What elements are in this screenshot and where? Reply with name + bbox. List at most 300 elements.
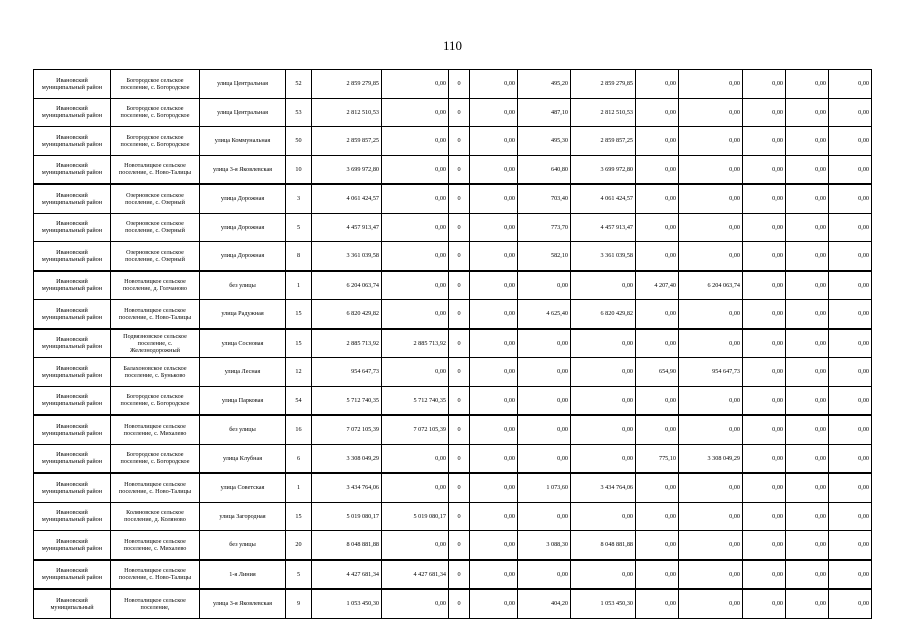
cell-c1: 0,00 xyxy=(382,155,449,184)
cell-house: 20 xyxy=(286,531,312,560)
cell-settlement: Новоталицкое сельское поселение, с. Ново-Талицы xyxy=(111,155,200,184)
cell-c2: 0 xyxy=(449,502,470,531)
cell-c2: 0 xyxy=(449,589,470,618)
table-row xyxy=(34,589,872,618)
cell-c8: 0,00 xyxy=(743,98,786,127)
cell-street: улица Центральная xyxy=(200,70,286,99)
cell-street: улица Лесная xyxy=(200,358,286,387)
cell-house: 53 xyxy=(286,98,312,127)
cell-c3: 0,00 xyxy=(470,444,518,473)
cell-settlement: Новоталицкое сельское поселение, с. Ново-Талицы xyxy=(111,473,200,502)
cell-c9: 0,00 xyxy=(786,300,829,329)
cell-c6: 0,00 xyxy=(636,589,679,618)
cell-house: 54 xyxy=(286,386,312,415)
cell-settlement: Новоталицкое сельское поселение, с. Ново-Талицы xyxy=(111,300,200,329)
cell-c1: 0,00 xyxy=(382,271,449,300)
cell-house: 1 xyxy=(286,473,312,502)
table-row xyxy=(34,300,872,329)
cell-c1: 0,00 xyxy=(382,70,449,99)
cell-c2: 0 xyxy=(449,242,470,271)
cell-c5: 2 859 279,85 xyxy=(571,70,636,99)
cell-c6: 0,00 xyxy=(636,300,679,329)
table-row xyxy=(34,242,872,271)
cell-c9: 0,00 xyxy=(786,155,829,184)
cell-c4: 703,40 xyxy=(518,184,571,213)
cell-c6: 0,00 xyxy=(636,70,679,99)
cell-c10: 0,00 xyxy=(829,329,872,358)
cell-street: улица Дорожная xyxy=(200,184,286,213)
cell-house: 3 xyxy=(286,184,312,213)
cell-c6: 0,00 xyxy=(636,502,679,531)
cell-c4: 0,00 xyxy=(518,560,571,590)
cell-c9: 0,00 xyxy=(786,70,829,99)
cell-c9: 0,00 xyxy=(786,329,829,358)
cell-c8: 0,00 xyxy=(743,70,786,99)
cell-street: улица Дорожная xyxy=(200,242,286,271)
cell-street: улица 3-я Яковлевская xyxy=(200,589,286,618)
cell-total: 4 457 913,47 xyxy=(312,213,382,242)
cell-settlement: Новоталицкое сельское поселение, с. Ново-Талицы xyxy=(111,560,200,590)
cell-street: без улицы xyxy=(200,531,286,560)
cell-total: 3 699 972,80 xyxy=(312,155,382,184)
cell-house: 15 xyxy=(286,502,312,531)
cell-settlement: Балахоновское сельское поселение, с. Буньково xyxy=(111,358,200,387)
table-row xyxy=(34,184,872,213)
table-row xyxy=(34,560,872,590)
cell-total: 6 204 063,74 xyxy=(312,271,382,300)
cell-c4: 487,10 xyxy=(518,98,571,127)
cell-c6: 0,00 xyxy=(636,415,679,444)
cell-c10: 0,00 xyxy=(829,560,872,590)
cell-c9: 0,00 xyxy=(786,589,829,618)
cell-district: Ивановский муниципальный xyxy=(34,589,111,618)
cell-c6: 0,00 xyxy=(636,560,679,590)
cell-district: Ивановский муниципальный район xyxy=(34,531,111,560)
cell-c8: 0,00 xyxy=(743,386,786,415)
cell-c6: 0,00 xyxy=(636,184,679,213)
cell-c10: 0,00 xyxy=(829,502,872,531)
cell-district: Ивановский муниципальный район xyxy=(34,473,111,502)
cell-c9: 0,00 xyxy=(786,415,829,444)
cell-district: Ивановский муниципальный район xyxy=(34,444,111,473)
cell-c7: 0,00 xyxy=(679,386,743,415)
cell-c1: 0,00 xyxy=(382,213,449,242)
cell-house: 16 xyxy=(286,415,312,444)
cell-c2: 0 xyxy=(449,329,470,358)
cell-c5: 0,00 xyxy=(571,329,636,358)
cell-c3: 0,00 xyxy=(470,415,518,444)
cell-total: 2 859 857,25 xyxy=(312,127,382,156)
cell-c5: 3 361 039,58 xyxy=(571,242,636,271)
cell-total: 7 072 105,39 xyxy=(312,415,382,444)
cell-c1: 0,00 xyxy=(382,184,449,213)
cell-c8: 0,00 xyxy=(743,444,786,473)
cell-street: улица Советская xyxy=(200,473,286,502)
cell-c1: 0,00 xyxy=(382,242,449,271)
cell-c1: 0,00 xyxy=(382,358,449,387)
cell-c7: 0,00 xyxy=(679,213,743,242)
cell-c7: 0,00 xyxy=(679,589,743,618)
cell-total: 1 053 450,30 xyxy=(312,589,382,618)
cell-c2: 0 xyxy=(449,184,470,213)
cell-c5: 0,00 xyxy=(571,271,636,300)
cell-c3: 0,00 xyxy=(470,300,518,329)
cell-c8: 0,00 xyxy=(743,531,786,560)
cell-c8: 0,00 xyxy=(743,589,786,618)
cell-c8: 0,00 xyxy=(743,155,786,184)
cell-c2: 0 xyxy=(449,473,470,502)
cell-c7: 0,00 xyxy=(679,98,743,127)
cell-c4: 0,00 xyxy=(518,502,571,531)
cell-house: 5 xyxy=(286,213,312,242)
cell-c7: 0,00 xyxy=(679,242,743,271)
cell-district: Ивановский муниципальный район xyxy=(34,242,111,271)
cell-c5: 0,00 xyxy=(571,358,636,387)
cell-settlement: Озерновское сельское поселение, с. Озерный xyxy=(111,242,200,271)
cell-c7: 0,00 xyxy=(679,502,743,531)
cell-district: Ивановский муниципальный район xyxy=(34,271,111,300)
cell-c3: 0,00 xyxy=(470,70,518,99)
cell-district: Ивановский муниципальный район xyxy=(34,502,111,531)
cell-c7: 0,00 xyxy=(679,300,743,329)
table-row xyxy=(34,213,872,242)
cell-c4: 0,00 xyxy=(518,358,571,387)
cell-street: улица Загородная xyxy=(200,502,286,531)
cell-settlement: Озерновское сельское поселение, с. Озерный xyxy=(111,213,200,242)
cell-c4: 495,20 xyxy=(518,70,571,99)
cell-street: без улицы xyxy=(200,415,286,444)
cell-c3: 0,00 xyxy=(470,271,518,300)
cell-district: Ивановский муниципальный район xyxy=(34,98,111,127)
cell-street: улица Коммунальная xyxy=(200,127,286,156)
cell-total: 4 061 424,57 xyxy=(312,184,382,213)
cell-c5: 6 820 429,82 xyxy=(571,300,636,329)
cell-c5: 0,00 xyxy=(571,444,636,473)
table-row xyxy=(34,444,872,473)
cell-c8: 0,00 xyxy=(743,184,786,213)
cell-district: Ивановский муниципальный район xyxy=(34,155,111,184)
cell-c5: 4 457 913,47 xyxy=(571,213,636,242)
cell-c5: 8 048 881,88 xyxy=(571,531,636,560)
cell-c4: 0,00 xyxy=(518,415,571,444)
cell-c1: 0,00 xyxy=(382,98,449,127)
cell-c8: 0,00 xyxy=(743,300,786,329)
cell-settlement: Богородское сельское поселение, с. Богородское xyxy=(111,127,200,156)
cell-c9: 0,00 xyxy=(786,560,829,590)
cell-total: 3 308 049,29 xyxy=(312,444,382,473)
cell-c7: 6 204 063,74 xyxy=(679,271,743,300)
table-row xyxy=(34,531,872,560)
cell-c3: 0,00 xyxy=(470,329,518,358)
table-row xyxy=(34,98,872,127)
table-row xyxy=(34,329,872,358)
cell-c1: 0,00 xyxy=(382,127,449,156)
cell-c9: 0,00 xyxy=(786,184,829,213)
cell-total: 2 885 713,92 xyxy=(312,329,382,358)
cell-c4: 404,20 xyxy=(518,589,571,618)
cell-c6: 0,00 xyxy=(636,386,679,415)
cell-c9: 0,00 xyxy=(786,473,829,502)
cell-district: Ивановский муниципальный район xyxy=(34,127,111,156)
cell-c7: 954 647,73 xyxy=(679,358,743,387)
cell-c2: 0 xyxy=(449,444,470,473)
cell-c2: 0 xyxy=(449,560,470,590)
cell-c9: 0,00 xyxy=(786,98,829,127)
cell-c10: 0,00 xyxy=(829,242,872,271)
cell-c8: 0,00 xyxy=(743,242,786,271)
cell-c7: 0,00 xyxy=(679,70,743,99)
table-row xyxy=(34,386,872,415)
cell-c7: 0,00 xyxy=(679,560,743,590)
cell-house: 9 xyxy=(286,589,312,618)
cell-c7: 0,00 xyxy=(679,329,743,358)
cell-c5: 0,00 xyxy=(571,386,636,415)
cell-street: улица Центральная xyxy=(200,98,286,127)
cell-c8: 0,00 xyxy=(743,473,786,502)
cell-c10: 0,00 xyxy=(829,213,872,242)
table-row xyxy=(34,70,872,99)
cell-c10: 0,00 xyxy=(829,98,872,127)
cell-c4: 0,00 xyxy=(518,444,571,473)
cell-c2: 0 xyxy=(449,531,470,560)
cell-c4: 0,00 xyxy=(518,271,571,300)
cell-c9: 0,00 xyxy=(786,386,829,415)
cell-settlement: Озерновское сельское поселение, с. Озерный xyxy=(111,184,200,213)
cell-settlement: Богородское сельское поселение, с. Богородское xyxy=(111,70,200,99)
cell-c4: 3 088,30 xyxy=(518,531,571,560)
cell-total: 6 820 429,82 xyxy=(312,300,382,329)
cell-street: улица Дорожная xyxy=(200,213,286,242)
cell-c9: 0,00 xyxy=(786,127,829,156)
cell-c6: 654,90 xyxy=(636,358,679,387)
cell-district: Ивановский муниципальный район xyxy=(34,184,111,213)
table-row xyxy=(34,271,872,300)
cell-c8: 0,00 xyxy=(743,329,786,358)
cell-c7: 0,00 xyxy=(679,415,743,444)
cell-c9: 0,00 xyxy=(786,444,829,473)
cell-c3: 0,00 xyxy=(470,473,518,502)
cell-c6: 0,00 xyxy=(636,329,679,358)
cell-street: без улицы xyxy=(200,271,286,300)
cell-c5: 0,00 xyxy=(571,502,636,531)
cell-c3: 0,00 xyxy=(470,386,518,415)
cell-c8: 0,00 xyxy=(743,502,786,531)
cell-house: 10 xyxy=(286,155,312,184)
cell-house: 12 xyxy=(286,358,312,387)
cell-c5: 4 061 424,57 xyxy=(571,184,636,213)
cell-district: Ивановский муниципальный район xyxy=(34,560,111,590)
cell-c2: 0 xyxy=(449,300,470,329)
cell-settlement: Новоталицкое сельское поселение, с. Михалево xyxy=(111,415,200,444)
cell-c2: 0 xyxy=(449,415,470,444)
cell-total: 8 048 881,88 xyxy=(312,531,382,560)
cell-c5: 3 434 764,06 xyxy=(571,473,636,502)
cell-c1: 4 427 681,34 xyxy=(382,560,449,590)
cell-street: улица Клубная xyxy=(200,444,286,473)
cell-c10: 0,00 xyxy=(829,589,872,618)
cell-c5: 1 053 450,30 xyxy=(571,589,636,618)
cell-district: Ивановский муниципальный район xyxy=(34,300,111,329)
cell-district: Ивановский муниципальный район xyxy=(34,70,111,99)
cell-c2: 0 xyxy=(449,127,470,156)
cell-c10: 0,00 xyxy=(829,155,872,184)
cell-c1: 0,00 xyxy=(382,300,449,329)
cell-c2: 0 xyxy=(449,213,470,242)
table-row xyxy=(34,358,872,387)
cell-c2: 0 xyxy=(449,386,470,415)
cell-c6: 0,00 xyxy=(636,213,679,242)
cell-c10: 0,00 xyxy=(829,444,872,473)
cell-house: 15 xyxy=(286,329,312,358)
cell-c3: 0,00 xyxy=(470,155,518,184)
cell-street: улица Парковая xyxy=(200,386,286,415)
cell-c5: 2 812 510,53 xyxy=(571,98,636,127)
cell-total: 5 019 080,17 xyxy=(312,502,382,531)
cell-c8: 0,00 xyxy=(743,213,786,242)
cell-c3: 0,00 xyxy=(470,358,518,387)
cell-c6: 0,00 xyxy=(636,473,679,502)
cell-c8: 0,00 xyxy=(743,358,786,387)
cell-c4: 582,10 xyxy=(518,242,571,271)
cell-district: Ивановский муниципальный район xyxy=(34,386,111,415)
cell-c5: 2 859 857,25 xyxy=(571,127,636,156)
cell-settlement: Коляновское сельское поселение, д. Коляново xyxy=(111,502,200,531)
cell-total: 4 427 681,34 xyxy=(312,560,382,590)
cell-c7: 0,00 xyxy=(679,127,743,156)
cell-c6: 0,00 xyxy=(636,155,679,184)
cell-c10: 0,00 xyxy=(829,271,872,300)
cell-c10: 0,00 xyxy=(829,70,872,99)
cell-c3: 0,00 xyxy=(470,531,518,560)
cell-c4: 640,80 xyxy=(518,155,571,184)
cell-house: 50 xyxy=(286,127,312,156)
cell-street: улица Сосновая xyxy=(200,329,286,358)
cell-street: 1-я Линия xyxy=(200,560,286,590)
cell-c10: 0,00 xyxy=(829,300,872,329)
data-table xyxy=(33,69,872,619)
cell-total: 5 712 740,35 xyxy=(312,386,382,415)
cell-settlement: Новоталицкое сельское поселение, с. Михалево xyxy=(111,531,200,560)
cell-c9: 0,00 xyxy=(786,242,829,271)
cell-c4: 0,00 xyxy=(518,329,571,358)
cell-c4: 495,30 xyxy=(518,127,571,156)
cell-house: 5 xyxy=(286,560,312,590)
cell-c1: 5 712 740,35 xyxy=(382,386,449,415)
cell-house: 15 xyxy=(286,300,312,329)
cell-c10: 0,00 xyxy=(829,531,872,560)
cell-c2: 0 xyxy=(449,70,470,99)
cell-c9: 0,00 xyxy=(786,358,829,387)
cell-c10: 0,00 xyxy=(829,386,872,415)
cell-settlement: Богородское сельское поселение, с. Богородское xyxy=(111,444,200,473)
table-row xyxy=(34,155,872,184)
cell-c3: 0,00 xyxy=(470,213,518,242)
cell-c6: 0,00 xyxy=(636,531,679,560)
cell-c10: 0,00 xyxy=(829,415,872,444)
cell-c7: 0,00 xyxy=(679,531,743,560)
cell-c6: 0,00 xyxy=(636,98,679,127)
cell-c3: 0,00 xyxy=(470,589,518,618)
page-number: 110 xyxy=(442,38,463,53)
cell-c9: 0,00 xyxy=(786,531,829,560)
cell-c8: 0,00 xyxy=(743,271,786,300)
cell-c5: 0,00 xyxy=(571,415,636,444)
cell-settlement: Новоталицкое сельское поселение, xyxy=(111,589,200,618)
table-row xyxy=(34,127,872,156)
cell-c4: 1 073,60 xyxy=(518,473,571,502)
cell-c4: 0,00 xyxy=(518,386,571,415)
cell-c7: 3 308 049,29 xyxy=(679,444,743,473)
cell-c1: 5 019 080,17 xyxy=(382,502,449,531)
cell-c4: 773,70 xyxy=(518,213,571,242)
cell-c7: 0,00 xyxy=(679,473,743,502)
cell-c1: 7 072 105,39 xyxy=(382,415,449,444)
cell-c6: 775,10 xyxy=(636,444,679,473)
cell-c5: 0,00 xyxy=(571,560,636,590)
cell-c3: 0,00 xyxy=(470,502,518,531)
cell-c6: 0,00 xyxy=(636,242,679,271)
cell-c3: 0,00 xyxy=(470,560,518,590)
cell-district: Ивановский муниципальный район xyxy=(34,415,111,444)
cell-c2: 0 xyxy=(449,155,470,184)
cell-settlement: Новоталицкое сельское поселение, д. Голчаново xyxy=(111,271,200,300)
cell-house: 52 xyxy=(286,70,312,99)
cell-c6: 0,00 xyxy=(636,127,679,156)
cell-c2: 0 xyxy=(449,98,470,127)
cell-c8: 0,00 xyxy=(743,127,786,156)
cell-c2: 0 xyxy=(449,271,470,300)
cell-c9: 0,00 xyxy=(786,502,829,531)
cell-house: 6 xyxy=(286,444,312,473)
table-row xyxy=(34,415,872,444)
cell-c10: 0,00 xyxy=(829,473,872,502)
cell-house: 1 xyxy=(286,271,312,300)
table-row xyxy=(34,473,872,502)
cell-c9: 0,00 xyxy=(786,213,829,242)
cell-c3: 0,00 xyxy=(470,184,518,213)
cell-total: 2 859 279,85 xyxy=(312,70,382,99)
cell-street: улица 3-я Яковлевская xyxy=(200,155,286,184)
cell-total: 3 361 039,58 xyxy=(312,242,382,271)
cell-district: Ивановский муниципальный район xyxy=(34,329,111,358)
cell-settlement: Богородское сельское поселение, с. Богородское xyxy=(111,98,200,127)
cell-district: Ивановский муниципальный район xyxy=(34,358,111,387)
cell-c7: 0,00 xyxy=(679,155,743,184)
cell-settlement: Подвязновское сельское поселение, с. Железнодорожный xyxy=(111,329,200,358)
table-row xyxy=(34,502,872,531)
cell-c5: 3 699 972,80 xyxy=(571,155,636,184)
cell-c10: 0,00 xyxy=(829,127,872,156)
cell-c7: 0,00 xyxy=(679,184,743,213)
cell-house: 8 xyxy=(286,242,312,271)
cell-c1: 0,00 xyxy=(382,531,449,560)
cell-settlement: Богородское сельское поселение, с. Богородское xyxy=(111,386,200,415)
cell-c3: 0,00 xyxy=(470,98,518,127)
cell-c2: 0 xyxy=(449,358,470,387)
cell-c1: 0,00 xyxy=(382,473,449,502)
cell-c6: 4 207,40 xyxy=(636,271,679,300)
cell-district: Ивановский муниципальный район xyxy=(34,213,111,242)
cell-c8: 0,00 xyxy=(743,415,786,444)
cell-c1: 0,00 xyxy=(382,589,449,618)
cell-total: 3 434 764,06 xyxy=(312,473,382,502)
cell-total: 954 647,73 xyxy=(312,358,382,387)
cell-total: 2 812 510,53 xyxy=(312,98,382,127)
cell-c10: 0,00 xyxy=(829,184,872,213)
cell-c1: 2 885 713,92 xyxy=(382,329,449,358)
cell-c8: 0,00 xyxy=(743,560,786,590)
cell-c9: 0,00 xyxy=(786,271,829,300)
